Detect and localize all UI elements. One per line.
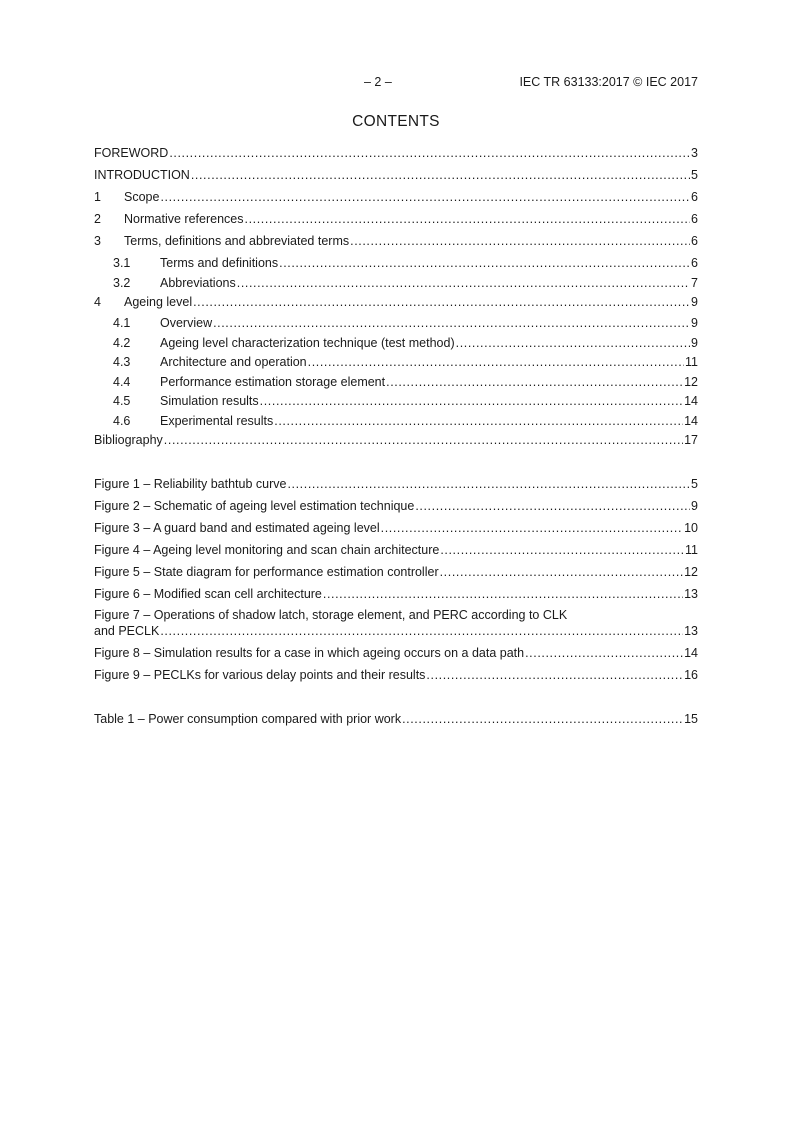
dot-leader: [213, 315, 690, 331]
dot-leader: [440, 542, 684, 558]
toc-entry-simulation-results[interactable]: [94, 393, 698, 409]
dot-leader: [191, 167, 690, 183]
toc-page: 6: [691, 190, 698, 204]
toc-entry-figure-7[interactable]: [94, 607, 698, 639]
dot-leader: [308, 354, 684, 370]
dot-leader: [402, 711, 683, 727]
dot-leader: [160, 623, 683, 639]
toc-page: 13: [684, 624, 698, 638]
toc-label: Abbreviations: [160, 276, 236, 290]
toc-number: 2: [94, 212, 101, 226]
toc-label-line2: and PECLK: [94, 624, 160, 638]
toc-entry-figure-4[interactable]: [94, 542, 698, 558]
toc-page: 9: [691, 316, 698, 330]
toc-entry-bibliography[interactable]: [94, 432, 698, 448]
toc-label: Ageing level: [124, 295, 193, 309]
toc-page: 3: [691, 146, 698, 160]
toc-page: 17: [684, 433, 698, 447]
dot-leader: [323, 586, 683, 602]
toc-label-line2-row: [94, 623, 698, 639]
toc-entry-overview[interactable]: [94, 315, 698, 331]
toc-page: 14: [684, 646, 698, 660]
toc-number: 4: [94, 295, 101, 309]
toc-label: Terms and definitions: [160, 256, 279, 270]
toc-number: 4.4: [113, 375, 131, 389]
toc-entry-figure-2[interactable]: [94, 498, 698, 514]
toc-label: Figure 2 – Schematic of ageing level estimation technique: [94, 499, 415, 513]
toc-entry-figure-8[interactable]: [94, 645, 698, 661]
dot-leader: [456, 335, 690, 351]
toc-label: FOREWORD: [94, 146, 169, 160]
dot-leader: [279, 255, 690, 271]
dot-leader: [350, 233, 690, 249]
toc-label: Figure 6 – Modified scan cell architecture: [94, 587, 322, 601]
toc-label: Terms, definitions and abbreviated terms: [124, 234, 350, 248]
toc-label: INTRODUCTION: [94, 168, 190, 182]
toc-label: Bibliography: [94, 433, 163, 447]
dot-leader: [274, 413, 683, 429]
toc-page: 10: [684, 521, 698, 535]
toc-number: 3.1: [113, 256, 131, 270]
toc-label: Figure 5 – State diagram for performance estimation controller: [94, 565, 439, 579]
toc-page: 13: [684, 587, 698, 601]
toc-page: 12: [684, 375, 698, 389]
toc-page: 7: [691, 276, 698, 290]
toc-page: 5: [691, 477, 698, 491]
toc-number: 4.5: [113, 394, 131, 408]
toc-number: 3: [94, 234, 101, 248]
toc-entry-figure-5[interactable]: [94, 564, 698, 580]
toc-page: 11: [685, 355, 698, 369]
toc-page: 16: [684, 668, 698, 682]
page-number: – 2 –: [364, 75, 392, 89]
toc-number: 3.2: [113, 276, 131, 290]
toc-page: 11: [685, 543, 698, 557]
dot-leader: [169, 145, 690, 161]
toc-label: Table 1 – Power consumption compared with prior work: [94, 712, 402, 726]
toc-page: 6: [691, 234, 698, 248]
toc-label: Experimental results: [160, 414, 274, 428]
toc-label: Figure 3 – A guard band and estimated ageing level: [94, 521, 380, 535]
toc-entry-foreword[interactable]: [94, 145, 698, 161]
toc-number: 4.1: [113, 316, 131, 330]
toc-entry-characterization-technique[interactable]: [94, 335, 698, 351]
toc-label-line1: Figure 7 – Operations of shadow latch, storage element, and PERC according to CLK: [94, 608, 568, 622]
toc-label: Ageing level characterization technique (test method): [160, 336, 455, 350]
toc-label: Figure 1 – Reliability bathtub curve: [94, 477, 287, 491]
dot-leader: [237, 275, 690, 291]
toc-label: Performance estimation storage element: [160, 375, 386, 389]
dot-leader: [164, 432, 683, 448]
toc-entry-introduction[interactable]: [94, 167, 698, 183]
toc-page: 9: [691, 336, 698, 350]
dot-leader: [440, 564, 683, 580]
toc-entry-ageing-level[interactable]: [94, 294, 698, 310]
toc-entry-abbreviations[interactable]: [94, 275, 698, 291]
toc-page: 6: [691, 212, 698, 226]
toc-entry-terms-definitions[interactable]: [94, 255, 698, 271]
toc-entry-scope[interactable]: [94, 189, 698, 205]
toc-page: 12: [684, 565, 698, 579]
dot-leader: [160, 189, 690, 205]
toc-label: Figure 8 – Simulation results for a case in which ageing occurs on a data path: [94, 646, 525, 660]
dot-leader: [525, 645, 683, 661]
toc-label: Simulation results: [160, 394, 259, 408]
toc-entry-experimental-results[interactable]: [94, 413, 698, 429]
toc-entry-architecture-operation[interactable]: [94, 354, 698, 370]
dot-leader: [415, 498, 690, 514]
toc-entry-normative-references[interactable]: [94, 211, 698, 227]
dot-leader: [287, 476, 690, 492]
toc-page: 9: [691, 499, 698, 513]
toc-page: 9: [691, 295, 698, 309]
dot-leader: [426, 667, 683, 683]
toc-entry-figure-6[interactable]: [94, 586, 698, 602]
toc-label: Overview: [160, 316, 213, 330]
toc-entry-figure-9[interactable]: [94, 667, 698, 683]
toc-label: Normative references: [124, 212, 244, 226]
page-title: CONTENTS: [352, 113, 440, 130]
toc-page: 14: [684, 394, 698, 408]
page-header: [94, 75, 698, 93]
toc-label: Architecture and operation: [160, 355, 307, 369]
toc-number: 4.2: [113, 336, 131, 350]
toc-page: 5: [691, 168, 698, 182]
toc-label: Scope: [124, 190, 160, 204]
toc-number: 1: [94, 190, 101, 204]
toc-page: 14: [684, 414, 698, 428]
dot-leader: [381, 520, 683, 536]
toc-entry-figure-1[interactable]: [94, 476, 698, 492]
toc-page: 6: [691, 256, 698, 270]
dot-leader: [386, 374, 683, 390]
toc-label: Figure 9 – PECLKs for various delay points and their results: [94, 668, 426, 682]
dot-leader: [245, 211, 691, 227]
toc-page: 15: [684, 712, 698, 726]
toc-number: 4.6: [113, 414, 131, 428]
document-reference: IEC TR 63133:2017 © IEC 2017: [519, 75, 698, 89]
toc-entry-figure-3[interactable]: [94, 520, 698, 536]
toc-entry-table-1[interactable]: [94, 711, 698, 727]
toc-entry-storage-element[interactable]: [94, 374, 698, 390]
toc-entry-terms[interactable]: [94, 233, 698, 249]
toc-number: 4.3: [113, 355, 131, 369]
dot-leader: [193, 294, 690, 310]
dot-leader: [260, 393, 683, 409]
toc-label: Figure 4 – Ageing level monitoring and scan chain architecture: [94, 543, 440, 557]
